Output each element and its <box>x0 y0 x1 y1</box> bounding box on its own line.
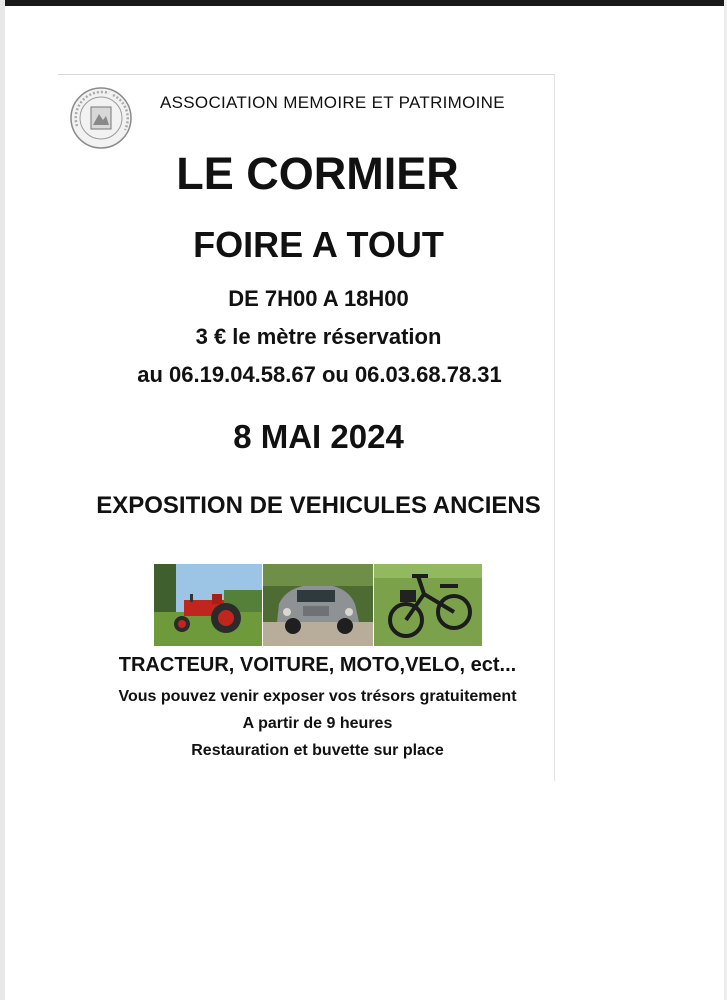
scan-edge-top <box>0 0 727 6</box>
phone-numbers: au 06.19.04.58.67 ou 06.03.68.78.31 <box>137 362 502 387</box>
event-date: 8 MAI 2024 <box>233 418 404 455</box>
exhibit-invitation: Vous pouvez venir exposer vos trésors gratuitement <box>118 688 517 705</box>
town-title: LE CORMIER <box>176 148 459 199</box>
price-info: 3 € le mètre réservation <box>195 324 442 349</box>
association-seal-icon <box>69 86 133 150</box>
vehicle-types: TRACTEUR, VOITURE, MOTO,VELO, ect... <box>118 654 517 676</box>
car-photo <box>263 564 373 646</box>
moped-photo <box>374 564 482 646</box>
event-title: FOIRE A TOUT <box>193 224 444 265</box>
exhibition-title: EXPOSITION DE VEHICULES ANCIENS <box>96 492 541 519</box>
exhibit-start-time: A partir de 9 heures <box>242 715 393 732</box>
association-name: ASSOCIATION MEMOIRE ET PATRIMOINE <box>160 93 505 112</box>
opening-hours: DE 7H00 A 18H00 <box>228 286 409 311</box>
catering-info: Restauration et buvette sur place <box>191 742 444 759</box>
tractor-photo <box>154 564 262 646</box>
